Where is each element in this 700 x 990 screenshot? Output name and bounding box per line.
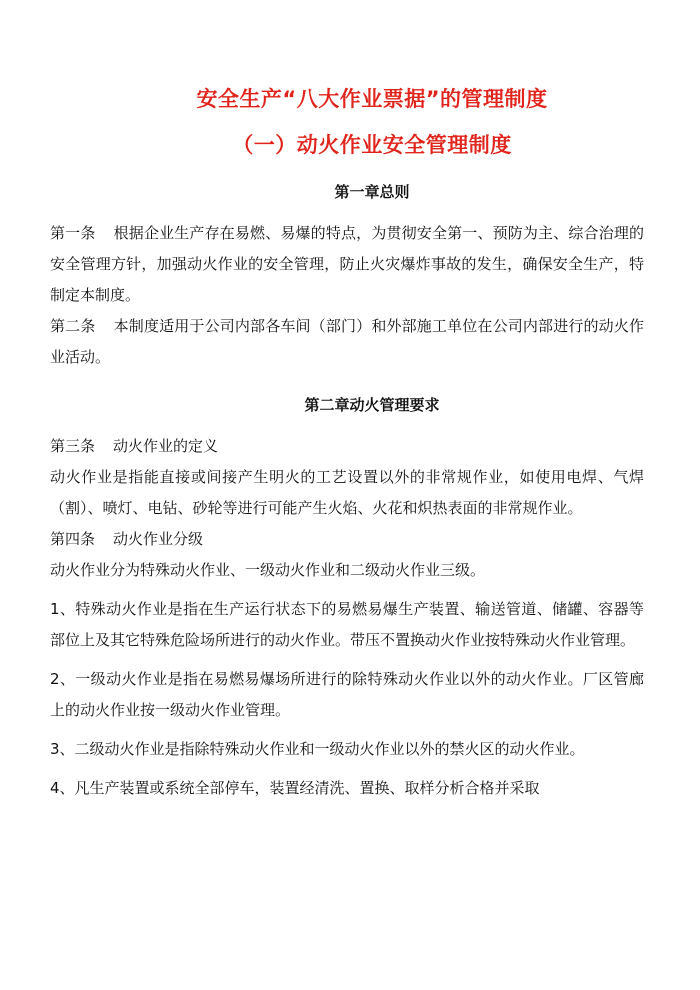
- article-2-number: 第二条: [50, 317, 96, 335]
- chapter-2-heading: 第二章动火管理要求: [304, 396, 440, 414]
- document-title: 安全生产“八大作业票据”的管理制度: [196, 87, 548, 111]
- article-4-number: 第四条: [50, 530, 96, 548]
- article-1-paragraph: [50, 218, 644, 311]
- article-1-text: 根据企业生产存在易燃、易爆的特点，为贯彻安全第一、预防为主、综合治理的安全管理方针，加强动火作业的安全管理，防止火灾爆炸事故的发生，确保安全生产，特制定本制度。: [50, 224, 644, 304]
- article-1-number: 第一条: [50, 224, 96, 242]
- article-4-item-1: 1、特殊动火作业是指在生产运行状态下的易燃易爆生产装置、输送管道、储罐、容器等部位上及其它特殊危险场所进行的动火作业。带压不置换动火作业按特殊动火作业管理。: [50, 600, 644, 649]
- article-4-item-4: 4、凡生产装置或系统全部停车，装置经清洗、置换、取样分析合格并采取: [50, 779, 540, 797]
- chapter-1-heading: 第一章总则: [334, 183, 410, 201]
- article-4-heading-line: [50, 524, 644, 555]
- article-1: [50, 218, 644, 311]
- article-3-title: 动火作业的定义: [113, 437, 219, 455]
- article-4-intro: 动火作业分为特殊动火作业、一级动火作业和二级动火作业三级。: [50, 561, 486, 579]
- article-4-item-3: 3、二级动火作业是指除特殊动火作业和一级动火作业以外的禁火区的动火作业。: [50, 740, 585, 758]
- article-4: [50, 524, 644, 804]
- article-2: [50, 311, 644, 373]
- document-subtitle: （一）动火作业安全管理制度: [232, 133, 512, 157]
- article-3-heading-line: [50, 431, 644, 462]
- article-2-text: 本制度适用于公司内部各车间（部门）和外部施工单位在公司内部进行的动火作业活动。: [50, 317, 644, 366]
- article-4-title: 动火作业分级: [113, 530, 204, 548]
- article-3-text: 动火作业是指能直接或间接产生明火的工艺设置以外的非常规作业，如使用电焊、气焊（割）、喷灯、电钻、砂轮等进行可能产生火焰、火花和炽热表面的非常规作业。: [50, 468, 644, 517]
- article-4-item-2: 2、一级动火作业是指在易燃易爆场所进行的除特殊动火作业以外的动火作业。厂区管廊上的动火作业按一级动火作业管理。: [50, 670, 644, 719]
- article-3-number: 第三条: [50, 437, 96, 455]
- article-2-paragraph: [50, 311, 644, 373]
- article-3: [50, 431, 644, 524]
